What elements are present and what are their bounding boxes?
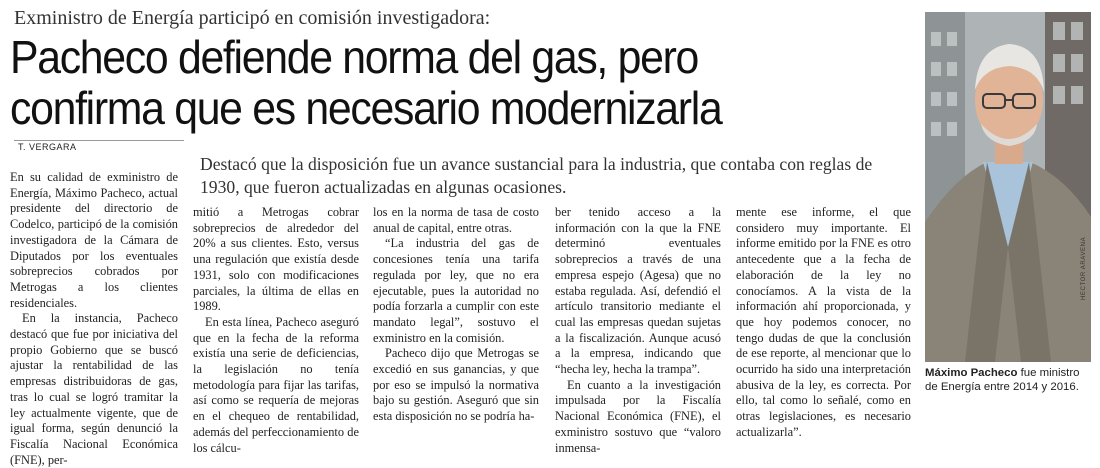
portrait-illustration xyxy=(925,12,1091,362)
paragraph: En esta línea, Pacheco aseguró que en la fecha de la reforma existía una serie de deficiencias, la legislación no tenía metodología para fijar las tarifas, así como se requería de mejoras en el chequeo de rentabilidad, además del perfeccionamiento de los cálcu- xyxy=(193,314,359,455)
deck: Destacó que la disposición fue un avance sustancial para la industria, que contaba con reglas de 1930, que fueron actualizadas en algunas ocasiones. xyxy=(200,154,873,197)
paragraph: En su calidad de exministro de Energía, Máximo Pacheco, actual presidente del directorio de Codelco, participó de la comisión investigadora de la Cámara de Diputados por los eventuales sobreprecios cobrados por Metrogas a los clientes residenciales. xyxy=(10,170,178,310)
paragraph: mitió a Metrogas cobrar sobreprecios de alrededor del 20% a sus clientes. Esto, versus una regulación que existía desde 1931, solo con modificaciones parciales, la última de ellas en 1989. xyxy=(193,205,359,314)
body-column-4 xyxy=(555,205,721,456)
portrait-photo xyxy=(925,12,1091,362)
headline-line-1: Pacheco defiende norma del gas, pero xyxy=(10,31,699,83)
photo-caption xyxy=(925,366,1095,394)
caption-name: Máximo Pacheco xyxy=(925,367,1018,379)
body-column-5 xyxy=(736,205,911,441)
paragraph: Pacheco dijo que Metrogas se excedió en sus ganancias, y que por eso se impulsó la normativa bajo su gestión. Aseguró que sin esta disposición no se podría ha- xyxy=(373,346,539,424)
paragraph: En la instancia, Pacheco destacó que fue por iniciativa del propio Gobierno que se buscó ajustar la rentabilidad de las empresas distribuidoras de gas, tras lo cual se logró tramitar la ley actualmente vigente, que de igual forma, según denunció la Fiscalía Nacional Económica (FNE), per- xyxy=(10,311,178,467)
photo-credit: HECTOR ARAVENA xyxy=(1081,236,1087,300)
byline: T. VERGARA xyxy=(18,142,77,152)
paragraph: ber tenido acceso a la información con la que la FNE determinó eventuales sobreprecios a través de una empresa espejo (Agesa) que no estaba regulada. Así, defendió el artículo transitorio mediante el cual las empresas quedan sujetas a la fiscalización. Aunque acusó a la empresa, indicando que “hecha ley, hecha la trampa”. xyxy=(555,205,721,377)
body-column-3 xyxy=(373,205,539,425)
body-column-1 xyxy=(10,170,178,468)
headline-line-2: confirma que es necesario modernizarla xyxy=(10,82,722,134)
paragraph: “La industria del gas de concesiones tenía una tarifa regulada por ley, que no era ejecutable, pues la autoridad no podía forzarla a cumplir con este mandato legal”, sostuvo el exministro en la comisión. xyxy=(373,236,539,345)
caption-text: fue ministro de Energía entre 2014 y 2016. xyxy=(925,367,1080,393)
paragraph: mente ese informe, el que considero muy importante. El informe emitido por la FNE es otro antecedente que a la fecha de elaboración de la ley no conocíamos. A la vista de la información ahí proporcionada, y que hoy podemos conocer, no tengo dudas de que la conclusión de ese reporte, al mencionar que lo ocurrido ha sido una interpretación abusiva de la ley, es correcta. Por ello, tal como lo señalé, como en otras legislaciones, es necesario actualizarla”. xyxy=(736,205,911,439)
byline-rule xyxy=(14,140,184,141)
paragraph: En cuanto a la investigación impulsada por la Fiscalía Nacional Económica (FNE), el exministro sostuvo que “valoro inmensa- xyxy=(555,377,721,455)
headline xyxy=(10,32,852,134)
paragraph: los en la norma de tasa de costo anual de capital, entre otras. xyxy=(373,205,539,235)
kicker: Exministro de Energía participó en comisión investigadora: xyxy=(14,7,491,29)
body-column-2 xyxy=(193,205,359,456)
